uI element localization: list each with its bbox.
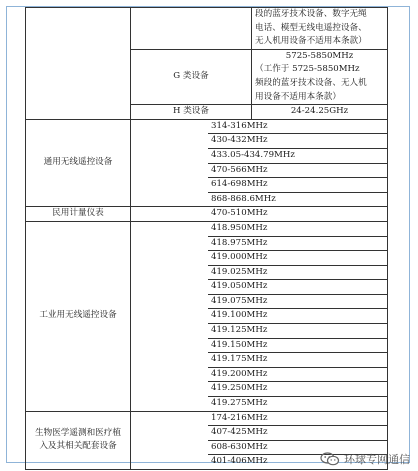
freq-item: 419.100MHz	[208, 309, 387, 324]
freq-item: 419.275MHz	[211, 398, 268, 409]
text-line: 无人机用设备不适用本条款）	[255, 36, 367, 47]
freq-item: 614-698MHz	[208, 178, 387, 193]
text-line: 生物医学遥测和医疗植	[35, 427, 121, 438]
freq-item: 419.025MHz	[208, 266, 387, 281]
watermark	[320, 451, 410, 467]
freq-item: 608-630MHz	[208, 441, 387, 456]
freq-cell-h: 24-24.25GHz	[252, 105, 388, 120]
freq-item: 419.200MHz	[208, 368, 387, 383]
device-biomedical	[26, 411, 131, 469]
freq-cell-continuation	[252, 8, 388, 50]
table-row	[26, 221, 388, 411]
text-line: 段的蓝牙技术设备、数字无绳	[255, 9, 367, 19]
text-line: 5725-5850MHz	[285, 50, 354, 61]
text-line: 电话、模型无线电遥控设备、	[255, 22, 367, 33]
table-row	[26, 119, 388, 207]
freq-list-meter	[131, 207, 388, 222]
freq-item: 419.250MHz	[208, 382, 387, 397]
freq-item: 401-406MHz	[211, 456, 268, 467]
device-cell-blank	[26, 8, 131, 120]
frequency-table	[25, 7, 388, 470]
text-line: （工作于 5725-5850MHz	[255, 64, 360, 75]
category-cell-blank	[131, 8, 252, 50]
text-line: 用设备不适用本条款）	[255, 91, 341, 102]
wechat-icon	[320, 452, 340, 466]
freq-item: 418.975MHz	[208, 237, 387, 252]
freq-item: 407-425MHz	[208, 426, 387, 441]
freq-item: 470-566MHz	[208, 164, 387, 179]
freq-item: 419.050MHz	[208, 280, 387, 295]
freq-item: 419.125MHz	[208, 324, 387, 339]
text-line: 入及其相关配套设备	[39, 441, 117, 452]
freq-item: 470-510MHz	[211, 208, 268, 219]
table-row	[26, 207, 388, 222]
device-general-remote: 通用无线遥控设备	[26, 119, 131, 207]
device-meter: 民用计量仪表	[26, 207, 131, 222]
freq-item: 419.175MHz	[208, 353, 387, 368]
freq-cell-g	[252, 49, 388, 104]
freq-list-industrial	[131, 221, 388, 411]
freq-item: 419.075MHz	[208, 295, 387, 310]
freq-item: 419.000MHz	[208, 251, 387, 266]
category-h: H 类设备	[131, 105, 252, 120]
freq-item: 430-432MHz	[208, 134, 387, 149]
freq-item: 418.950MHz	[208, 222, 387, 237]
freq-item: 314-316MHz	[208, 120, 387, 135]
freq-item: 433.05-434.79MHz	[208, 149, 387, 164]
text-line: 频段的蓝牙技术设备、无人机	[255, 77, 367, 88]
category-g: G 类设备	[131, 49, 252, 104]
freq-item: 868-868.6MHz	[211, 193, 276, 204]
freq-list-general	[131, 119, 388, 207]
watermark-text: 环球专网通信	[344, 453, 410, 466]
freq-item: 419.150MHz	[208, 339, 387, 354]
device-industrial-remote: 工业用无线遥控设备	[26, 221, 131, 411]
table-row	[26, 8, 388, 50]
freq-item: 174-216MHz	[208, 412, 387, 427]
